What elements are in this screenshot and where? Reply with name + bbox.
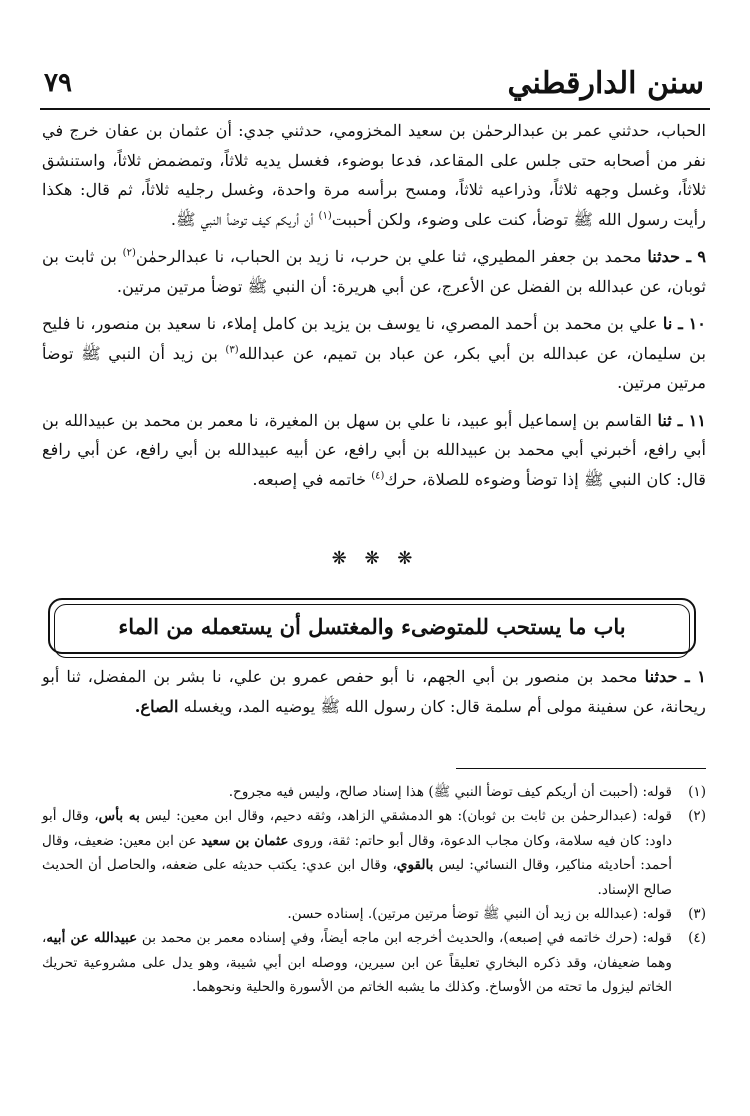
hadith-10-lead: ١٠ ـ نا xyxy=(662,314,706,333)
section-separator: ❋ ❋ ❋ xyxy=(331,548,419,569)
hadith-10-text-a: علي بن محمد بن أحمد المصري، نا يوسف بن يزيد بن كامل إملاء، نا سعيد بن منصور، نا فليح بن سليمان، عن عبدالله بن أبي بكر، عن عباد بن تميم، عن عبدالله xyxy=(42,314,706,363)
footnote-2-bold-3: بالقوي xyxy=(396,857,434,874)
footnote-2-part-1: قوله: (عبدالرحمٰن بن ثابت بن ثوبان): هو الدمشقي الزاهد، وثقه دحيم، وقال ابن معين: ليس xyxy=(139,808,672,825)
hadith-9 xyxy=(42,242,706,301)
footnote-text: قوله: (عبدالله بن زيد أن النبي ﷺ توضأ مرتين مرتين). إسناده حسن. xyxy=(287,906,672,923)
footnote-ref-4: (٤) xyxy=(371,470,385,482)
chapter-hadith-lead: ١ ـ حدثنا xyxy=(644,667,706,686)
book-title: سنن الدارقطني xyxy=(507,66,704,101)
footnote-ref-1: (١) xyxy=(318,210,332,222)
paragraph-text: الحباب، حدثني عمر بن عبدالرحمٰن بن سعيد المخزومي، حدثني جدي: أن عثمان بن عفان خرج في نفر من أصحابه حتى جلس على المقاعد، فدعا بوضوء، فغسل يديه ثلاثاً، وتمضمض ثلاثاً، واستنشق ثلاثاً، وغسل وجهه ثلاثاً، وذراعيه ثلاثاً، ومسح برأسه مرة واحدة، وغسل رجليه ثلاثاً، ثم قال: هكذا رأيت رسول الله ﷺ توضأ، كنت على وضوء، ولكن أحببت xyxy=(42,121,706,229)
footnote-4-bold-1: عبيدالله عن أبيه xyxy=(46,930,138,947)
page-number: ٧٩ xyxy=(44,68,72,98)
chapter-hadith-text: محمد بن منصور بن أبي الجهم، نا أبو حفص عمرو بن علي، نا بشر بن المفضل، ثنا أبو ريحانة، عن سفينة مولى أم سلمة قال: كان رسول الله ﷺ يوضيه المد، ويغسله xyxy=(42,667,706,716)
footnote-4-part-1: قوله: (حرك خاتمه في إصبعه)، والحديث أخرجه ابن ماجه أيضاً، وفي إسناده معمر بن محمد بن xyxy=(137,930,672,947)
footnote-text xyxy=(42,804,672,902)
hadith-10 xyxy=(42,309,706,398)
footnote-number: (٣) xyxy=(688,906,706,923)
footnote-number: (٢) xyxy=(688,808,706,825)
footnote-3 xyxy=(42,902,706,926)
page-header xyxy=(40,60,710,110)
hadith-11-lead: ١١ ـ ثنا xyxy=(657,410,706,430)
footnote-4-part-2: ، وهما ضعيفان، وقد ذكره البخاري تعليقاً عن ابن سيرين، ووصله ابن أبي شيبة، وهو يدل على مشروعية تحريك الخاتم ليزول ما تحته من الأوساخ. وكذلك ما يشبه الخاتم من الأسورة والحلية ونحوهما. xyxy=(42,930,672,996)
hadith-9-lead: ٩ ـ حدثنا xyxy=(647,247,707,266)
chapter-hadith-end: الصاع. xyxy=(134,696,179,716)
footnote-2 xyxy=(42,804,706,902)
footnote-ref-3: (٣) xyxy=(225,344,239,356)
footnote-2-part-2: ، وقال أبو داود: كان فيه سلامة، وكان مجاب الدعوة، وقال أبو حاتم: ثقة، وروى xyxy=(42,808,672,849)
hadith-9-text-a: محمد بن جعفر المطيري، ثنا علي بن حرب، نا زيد بن الحباب، نا عبدالرحمٰن xyxy=(135,247,648,266)
footnote-text xyxy=(42,926,672,999)
footnote-text: قوله: (أحببت أن أريكم كيف توضأ النبي ﷺ) هذا إسناد صالح، وليس فيه مجروح. xyxy=(228,784,672,800)
hadith-text xyxy=(42,116,706,502)
footnote-2-part-3: عن ابن معين: ضعيف، وقال أحمد: أحاديثه مناكير، وقال النسائي: ليس xyxy=(42,832,672,874)
footnotes xyxy=(42,780,706,1000)
footnote-2-part-4: ، وقال ابن عدي: يكتب حديثه على ضعفه، والحاصل أن الحديث صالح الإسناد. xyxy=(42,857,672,898)
chapter-title: باب ما يستحب للمتوضىء والمغتسل أن يستعمله من الماء xyxy=(118,613,626,639)
chapter-hadith-1 xyxy=(42,662,706,721)
hadith-10-text-b: بن زيد أن النبي ﷺ توضأ مرتين مرتين. xyxy=(42,343,706,392)
hadith-11 xyxy=(42,406,706,495)
hadith-9-text-b: بن ثابت بن ثوبان، عن عبدالله بن الفضل عن الأعرج، عن أبي هريرة: أن النبي ﷺ توضأ مرتين مرتين. xyxy=(42,247,706,296)
footnote-number: (١) xyxy=(688,784,706,800)
paragraph-text-end: أن أريكم كيف توضأ النبي ﷺ. xyxy=(170,209,319,229)
footnote-divider xyxy=(456,768,706,769)
footnote-2-bold-1: به بأس xyxy=(98,808,140,825)
footnote-number: (٤) xyxy=(688,930,706,947)
footnote-4 xyxy=(42,926,706,999)
chapter-hadith xyxy=(42,662,706,721)
hadith-11-text-b: خاتمه في إصبعه. xyxy=(252,469,372,489)
hadith-11-text-a: القاسم بن إسماعيل أبو عبيد، نا علي بن سهل بن المغيرة، نا معمر بن محمد بن عبيدالله بن أبي رافع، أخبرني أبي محمد بن عبيدالله بن أبي رافع، عن أبيه عبيدالله بن أبي رافع، عن أبي رافع قال: كان النبي ﷺ إذا توضأ وضوءه للصلاة، حرك xyxy=(42,410,706,489)
chapter-heading-box xyxy=(48,598,696,654)
paragraph-continuation xyxy=(42,116,706,234)
footnote-1 xyxy=(42,780,706,804)
footnote-2-bold-2: عثمان بن سعيد xyxy=(201,832,289,849)
footnote-ref-2: (٢) xyxy=(122,247,136,259)
